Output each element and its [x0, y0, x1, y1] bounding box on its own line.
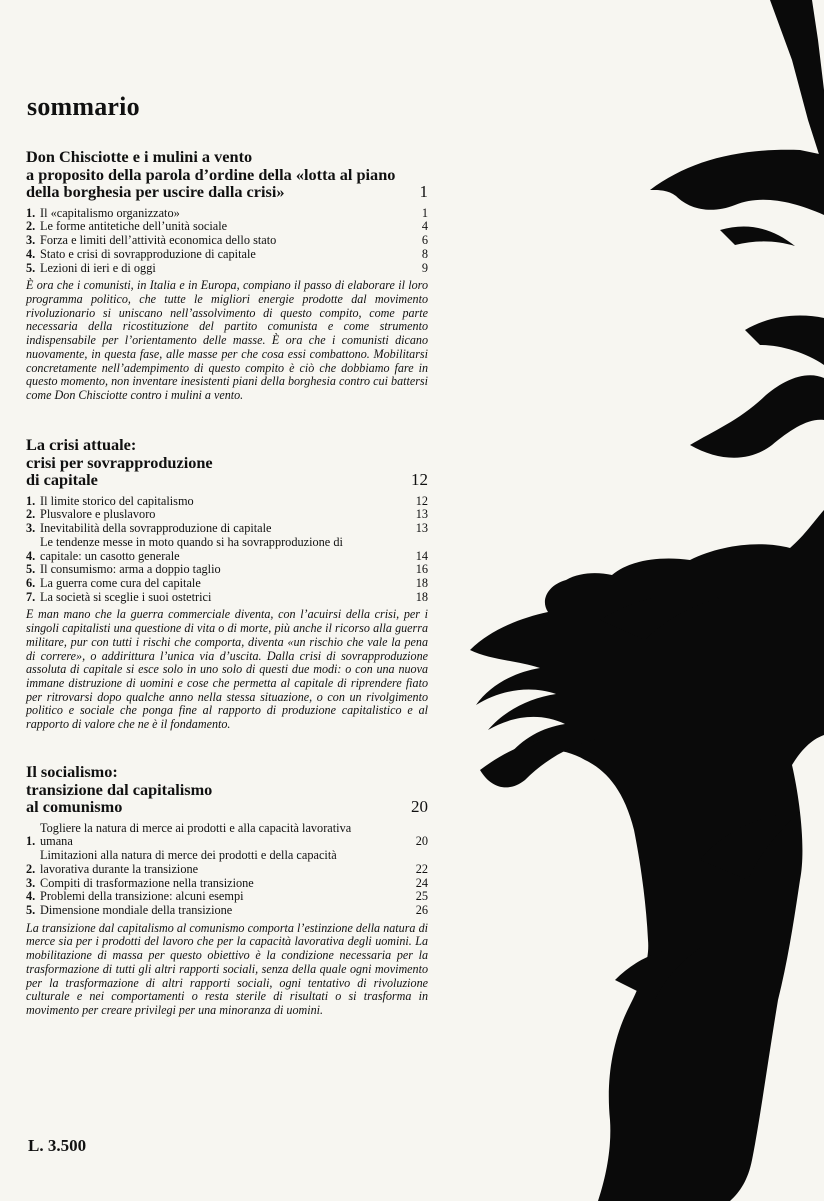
toc-item-page: 12	[415, 493, 428, 508]
toc-item-page: 13	[415, 507, 428, 522]
toc-item-number: 5.	[26, 260, 36, 275]
toc-item[interactable]	[26, 904, 428, 918]
section-heading	[26, 436, 428, 489]
toc-item-page: 13	[415, 521, 428, 536]
section-summary: E man mano che la guerra commerciale diventa, con l’acuirsi della crisi, per i singoli capitalisti una questione di vita o di morte, più anche il ricorso alla guerra militare, pur con tutti i rischi che comporta, diventa «un rischio che vale la pena di correre», o addirittura l’unica via d’uscita. Dalla crisi di sovrapproduzione assoluta di capitale si esce solo in uno solo di questi due modi: o con una nuova immane distruzione di uomini e cose che permetta al capitale di riprendere fiato per ritrovarsi dopo qualche anno nella stessa situazione, o con un rivolgimento politico e sociale che ponga fine al rapporto di produzione capitalistico e al rapporto di valore che ne è il fondamento.	[26, 607, 428, 732]
toc-item[interactable]	[26, 248, 428, 262]
toc-item-number: 2.	[26, 219, 36, 234]
toc-item[interactable]	[26, 508, 428, 522]
section-heading	[26, 148, 428, 201]
toc-item-page: 22	[415, 861, 428, 876]
toc-item[interactable]	[26, 207, 428, 221]
heading-line: crisi per sovrapproduzione	[26, 452, 213, 472]
toc-item-page: 8	[421, 246, 428, 261]
heading-line: La crisi attuale:	[26, 435, 137, 454]
toc-item[interactable]	[26, 220, 428, 234]
toc-item[interactable]	[26, 522, 428, 536]
toc-item-title: Stato e crisi di sovrapproduzione di capitale	[40, 246, 256, 261]
toc-list	[26, 495, 428, 605]
toc-item-number: 4.	[26, 246, 36, 261]
section-socialismo	[26, 763, 428, 1018]
flame-figure-illustration	[420, 0, 824, 1201]
toc-item-page: 6	[421, 233, 428, 248]
toc-item-title: Lezioni di ieri e di oggi	[40, 260, 156, 275]
toc-item-title: La società si sceglie i suoi ostetrici	[40, 589, 212, 604]
price-label: L. 3.500	[28, 1136, 87, 1155]
toc-item-page: 24	[415, 875, 428, 890]
toc-item-title: Il «capitalismo organizzato»	[40, 205, 180, 220]
toc-item[interactable]	[26, 877, 428, 891]
toc-item-title: Limitazioni alla natura di merce dei prodotti e della capacità lavorativa durante la transizione	[40, 848, 337, 876]
toc-item[interactable]	[26, 536, 428, 563]
toc-item-number: 1.	[26, 834, 36, 849]
toc-item-title: Il consumismo: arma a doppio taglio	[40, 562, 221, 577]
toc-item-number: 1.	[26, 493, 36, 508]
toc-item[interactable]	[26, 890, 428, 904]
section-crisi-attuale	[26, 436, 428, 732]
toc-item-page: 16	[415, 562, 428, 577]
toc-item-page: 1	[421, 205, 428, 220]
toc-item[interactable]	[26, 495, 428, 509]
heading-line: Don Chisciotte e i mulini a vento	[26, 147, 253, 166]
toc-item-title: Dimensione mondiale della transizione	[40, 903, 233, 917]
toc-item[interactable]	[26, 849, 428, 876]
toc-item[interactable]	[26, 591, 428, 605]
toc-item-number: 7.	[26, 589, 36, 604]
toc-item[interactable]	[26, 234, 428, 248]
toc-item-page: 14	[415, 548, 428, 563]
toc-item-page: 26	[415, 903, 428, 917]
section-don-chisciotte	[26, 148, 428, 403]
toc-item-page: 18	[415, 576, 428, 590]
toc-item-title: Togliere la natura di merce ai prodotti e alla capacità lavorativa umana	[40, 820, 352, 849]
page-title: sommario	[27, 92, 140, 121]
toc-item-title: Le forme antitetiche dell’unità sociale	[40, 219, 228, 234]
heading-line: transizione dal capitalismo	[26, 779, 213, 799]
section-page-number: 1	[419, 182, 428, 202]
section-summary: La transizione dal capitalismo al comunismo comporta l’estinzione della natura di merce sia per i prodotti del lavoro che per la capacità lavorativa degli uomini. La mobilitazione di massa per questo obiettivo è la condizione necessaria per la trasformazione di tutti gli altri rapporti sociali, senza della quale ogni movimento per la trasformazione di altri rapporti sociali, ogni tentativo di rivoluzione culturale e nei comportamenti o resta sterile di risultati o si trasforma in movimento per creare privilegi per una minoranza di uomini.	[26, 920, 428, 1017]
toc-item-number: 4.	[26, 889, 36, 904]
section-page-number: 12	[411, 470, 428, 490]
toc-item-title: Inevitabilità della sovrapproduzione di capitale	[40, 521, 272, 536]
heading-line: Il socialismo:	[26, 762, 118, 781]
toc-list	[26, 207, 428, 276]
toc-item-title: Compiti di trasformazione nella transizione	[40, 875, 254, 890]
toc-item[interactable]	[26, 262, 428, 276]
heading-line: di capitale	[26, 470, 98, 490]
toc-item-number: 3.	[26, 875, 36, 890]
toc-item[interactable]	[26, 822, 428, 849]
toc-item-page: 9	[421, 260, 428, 275]
toc-item[interactable]	[26, 563, 428, 577]
toc-item-title: La guerra come cura del capitale	[40, 576, 201, 590]
toc-item[interactable]	[26, 577, 428, 591]
heading-line: della borghesia per uscire dalla crisi»	[26, 182, 285, 202]
toc-item-title: Le tendenze messe in moto quando si ha sovrapproduzione di capitale: un casotto generale	[40, 534, 343, 563]
toc-item-number: 1.	[26, 205, 36, 220]
toc-item-number: 4.	[26, 548, 36, 563]
toc-item-number: 2.	[26, 507, 36, 522]
toc-item-title: Problemi della transizione: alcuni esempi	[40, 889, 244, 904]
section-page-number: 20	[411, 797, 428, 817]
toc-item-title: Forza e limiti dell’attività economica dello stato	[40, 233, 277, 248]
toc-item-page: 25	[415, 889, 428, 904]
toc-item-title: Plusvalore e pluslavoro	[40, 507, 156, 522]
toc-item-number: 2.	[26, 861, 36, 876]
section-summary: È ora che i comunisti, in Italia e in Europa, compiano il passo di elaborare il loro programma politico, che tutte le migliori energie prodotte dal movimento rivoluzionario si uniscano nell’assolvimento di questo compito, come parte necessaria della ricostituzione del partito comunista e come strumento indispensabile per l’orientamento delle masse. È ora che i comunisti dicano nuovamente, in questa fase, alle masse per che cosa essi combattono. Mobilitarsi concretamente nell’adempimento di questo compito è ciò che dobbiamo fare in questo momento, non inventare inesistenti piani della borghesia contro cui battersi come Don Chisciotte contro i mulini a vento.	[26, 278, 428, 402]
section-heading	[26, 763, 428, 816]
heading-line: a proposito della parola d’ordine della «lotta al piano	[26, 164, 396, 184]
toc-item-number: 3.	[26, 521, 36, 536]
toc-item-page: 4	[421, 219, 428, 234]
toc-list	[26, 822, 428, 918]
toc-item-title: Il limite storico del capitalismo	[40, 493, 194, 508]
toc-item-page: 18	[415, 589, 428, 604]
toc-item-page: 20	[415, 834, 428, 849]
toc-item-number: 3.	[26, 233, 36, 248]
toc-item-number: 6.	[26, 576, 36, 590]
toc-item-number: 5.	[26, 903, 36, 917]
toc-item-number: 5.	[26, 562, 36, 577]
heading-line: al comunismo	[26, 797, 123, 817]
